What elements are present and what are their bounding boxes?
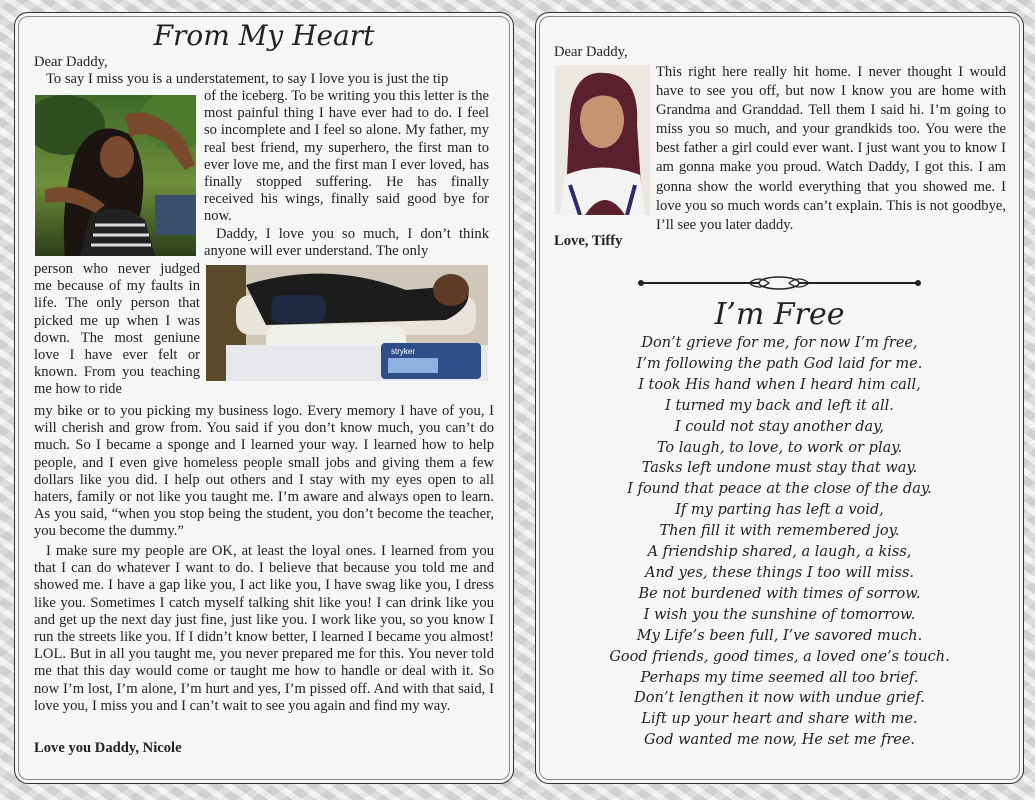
poem-line: To laugh, to love, to work or play. bbox=[656, 439, 903, 456]
greeting: Dear Daddy, bbox=[554, 44, 628, 60]
poem-line: I’m following the path God laid for me. bbox=[636, 355, 923, 372]
paragraph-1-start: To say I miss you is a understatement, to say I love you is just the tip bbox=[46, 71, 449, 87]
poem-line: Don’t grieve for me, for now I’m free, bbox=[641, 335, 918, 351]
paragraph-3: I make sure my people are OK, at least the loyal ones. I learned from you that I can do whatever I want to do. I believe that because you told me and showed me. I have a gap like you, I act like you, I have swag like you, I dress like you. Sometimes I catch myself talking shit like you! I can drink like you and get up the next day just fine, just like you. I work like you, so you know I run the streets like you. If I didn’t know better, I learned I became you almost! LOL. But in all you taught me, you never prepared me for this. You never told me that this day would come or taught me how to handle or deal with it. So now I’m lost, I’m alone, I’m hurt and yes, I’m pissed off. And with that said, I love you, I miss you and I can’t wait to see you again and find my way. bbox=[34, 543, 494, 714]
poem-title: I’m Free bbox=[714, 297, 845, 332]
poem-line: I found that peace at the close of the day. bbox=[627, 481, 932, 498]
paragraph-1-wrap: of the iceberg. To be writing you this letter is the most painful thing I have ever had to do. I feel so incomplete and I feel so alone. My father, my real best friend, my superhero, the first man to ever love me, and the first man I ever loved, has finally stopped suffering. He has finally received his wings, finally said good bye for now. bbox=[204, 88, 489, 225]
poem-line: Be not burdened with times of sorrow. bbox=[638, 585, 921, 602]
paragraph-2-side: person who never judged me because of my faults in life. The only person that picked me up when I was down. The most geniune love I have ever felt or known. From you teaching me how to ride bbox=[34, 261, 200, 398]
poem-line: I took His hand when I heard him call, bbox=[638, 376, 921, 393]
poem-line: I wish you the sunshine of tomorrow. bbox=[643, 606, 916, 623]
photo-nicole bbox=[35, 95, 196, 256]
left-page bbox=[14, 12, 514, 784]
poem-line: My Life’s been full, I’ve savored much. bbox=[636, 627, 923, 644]
poem-body bbox=[536, 333, 1023, 751]
photo-hospital bbox=[206, 265, 488, 381]
poem-line: I could not stay another day, bbox=[674, 418, 885, 435]
poem-line: Then fill it with remembered joy. bbox=[659, 523, 900, 540]
poem-line: Perhaps my time seemed all too brief. bbox=[640, 669, 919, 686]
photo-tiffy bbox=[555, 65, 650, 215]
poem-line: A friendship shared, a laugh, a kiss, bbox=[647, 544, 912, 561]
signature-nicole: Love you Daddy, Nicole bbox=[34, 740, 182, 756]
right-page bbox=[535, 12, 1024, 784]
poem-line: Don’t lengthen it now with undue grief. bbox=[634, 690, 925, 707]
letter-tiffy: This right here really hit home. I never thought I would have to see you off, but now I know you are home with Grandma and Granddad. Tell them I said hi. I’m going to miss you so much, and your grandkids too. You were the best father a girl could ever want. I just want you to know I am gonna make you proud. Watch Daddy, I got this. I am gonna show the world everything that you showed me. I love you so much words can’t explain. This is not goodbye, I’ll see you later daddy. bbox=[656, 64, 1006, 233]
signature-tiffy: Love, Tiffy bbox=[554, 233, 623, 249]
poem-line: Tasks left undone must stay that way. bbox=[641, 460, 918, 477]
poem-line: Good friends, good times, a loved one’s touch. bbox=[609, 648, 950, 665]
paragraph-2-full: my bike or to you picking my business logo. Every memory I have of you, I will cherish and grow from. You said if you don’t know much, you can’t do much. So I became a sponge and I learned your way. I learned how to help people, and I even give homeless people small jobs and giving them a few dollars like you did. I help out others and I stay with my eyes open to all haters, family or not like you taught me. I’m aware and always open to learn. As you said, “when you stop being the student, you don’t become the teacher, you become the dummy.” bbox=[34, 403, 494, 540]
greeting: Dear Daddy, bbox=[34, 54, 108, 70]
poem-line: God wanted me now, He set me free. bbox=[643, 732, 916, 749]
poem-line: And yes, these things I too will miss. bbox=[644, 564, 915, 581]
ornamental-divider bbox=[637, 275, 922, 291]
bed-brand-label: stryker bbox=[391, 347, 415, 356]
poem-line: If my parting has left a void, bbox=[675, 502, 884, 519]
poem-line: Lift up your heart and share with me. bbox=[641, 711, 918, 728]
poem-line: I turned my back and left it all. bbox=[665, 397, 894, 414]
page-title: From My Heart bbox=[153, 19, 375, 52]
paragraph-2-wrap: Daddy, I love you so much, I don’t think anyone will ever understand. The only bbox=[204, 226, 489, 260]
